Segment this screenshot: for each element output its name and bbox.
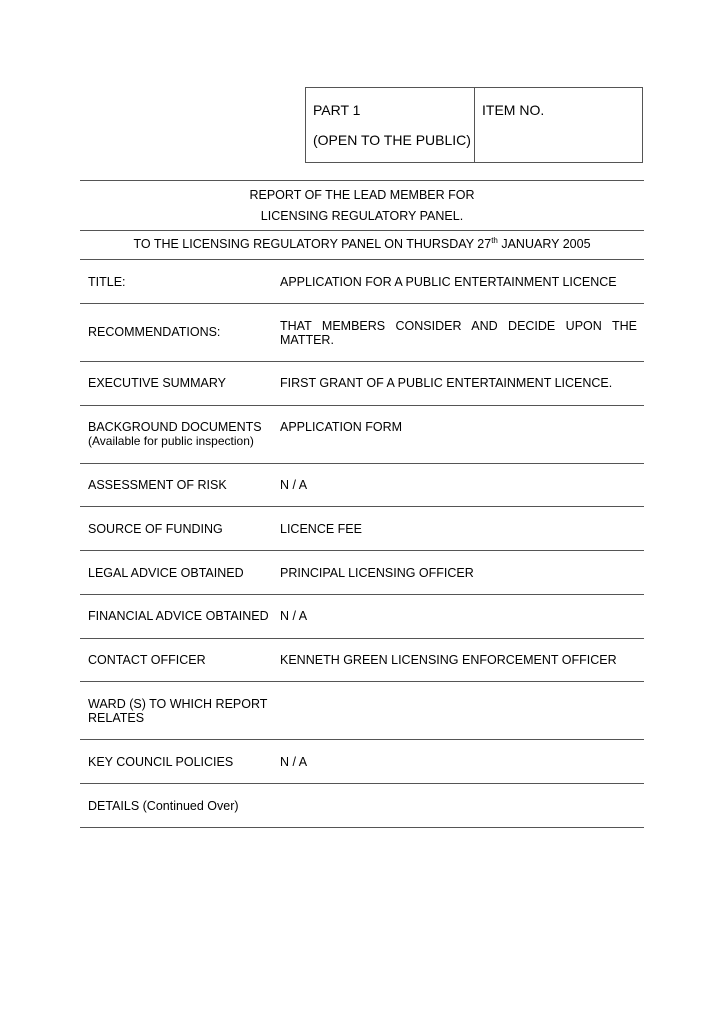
- date-ordinal: th: [491, 236, 498, 245]
- divider: [80, 550, 644, 551]
- divider: [80, 303, 644, 304]
- divider: [80, 506, 644, 507]
- divider: [80, 594, 644, 595]
- part-item-box: [305, 87, 643, 163]
- open-to-public-label: (OPEN TO THE PUBLIC): [313, 132, 471, 148]
- divider: [80, 463, 644, 464]
- row-label-executive-summary: EXECUTIVE SUMMARY: [88, 376, 226, 390]
- row-label-contact-officer: CONTACT OFFICER: [88, 653, 206, 667]
- background-documents-note: (Available for public inspection): [88, 434, 254, 448]
- divider: [80, 638, 644, 639]
- row-value-title: APPLICATION FOR A PUBLIC ENTERTAINMENT LICENCE: [280, 275, 617, 289]
- divider: [80, 259, 644, 260]
- row-value-recommendations: THAT MEMBERS CONSIDER AND DECIDE UPON THE MATTER.: [280, 319, 637, 347]
- row-value-assessment-of-risk: N / A: [280, 478, 308, 492]
- divider: [80, 361, 644, 362]
- row-value-contact-officer: KENNETH GREEN LICENSING ENFORCEMENT OFFICER: [280, 653, 617, 667]
- meeting-line-date: JANUARY 2005: [497, 237, 591, 251]
- row-label-recommendations: RECOMMENDATIONS:: [88, 325, 221, 339]
- meeting-line: [80, 237, 644, 251]
- row-label-ward: WARD (S) TO WHICH REPORT RELATES: [88, 697, 268, 725]
- row-value-key-council-policies: N / A: [280, 755, 308, 769]
- part-cell: [306, 88, 475, 162]
- row-label-source-of-funding: SOURCE OF FUNDING: [88, 522, 223, 536]
- row-label-title: TITLE:: [88, 275, 126, 289]
- row-label-assessment-of-risk: ASSESSMENT OF RISK: [88, 478, 227, 492]
- row-label-details: DETAILS (Continued Over): [88, 799, 239, 813]
- background-documents-title: BACKGROUND DOCUMENTS: [88, 420, 262, 434]
- row-label-financial-advice: FINANCIAL ADVICE OBTAINED: [88, 609, 269, 623]
- meeting-line-text: TO THE LICENSING REGULATORY PANEL ON THURSDAY 27: [133, 237, 492, 251]
- row-value-legal-advice: PRINCIPAL LICENSING OFFICER: [280, 566, 474, 580]
- row-label-key-council-policies: KEY COUNCIL POLICIES: [88, 755, 234, 769]
- divider: [80, 405, 644, 406]
- row-value-executive-summary: FIRST GRANT OF A PUBLIC ENTERTAINMENT LICENCE.: [280, 376, 613, 390]
- report-heading-line1: REPORT OF THE LEAD MEMBER FOR: [249, 188, 475, 202]
- row-value-background-documents: APPLICATION FORM: [280, 420, 403, 434]
- item-no-cell: [475, 88, 544, 162]
- row-label-background-documents: [88, 420, 273, 448]
- item-no-label: ITEM NO.: [482, 102, 545, 118]
- row-label-legal-advice: LEGAL ADVICE OBTAINED: [88, 566, 244, 580]
- part-label: PART 1: [313, 102, 361, 118]
- divider: [80, 739, 644, 740]
- row-value-source-of-funding: LICENCE FEE: [280, 522, 362, 536]
- divider: [80, 827, 644, 828]
- report-heading-line2: LICENSING REGULATORY PANEL.: [260, 209, 464, 223]
- row-value-financial-advice: N / A: [280, 609, 308, 623]
- divider: [80, 180, 644, 181]
- divider: [80, 230, 644, 231]
- divider: [80, 681, 644, 682]
- divider: [80, 783, 644, 784]
